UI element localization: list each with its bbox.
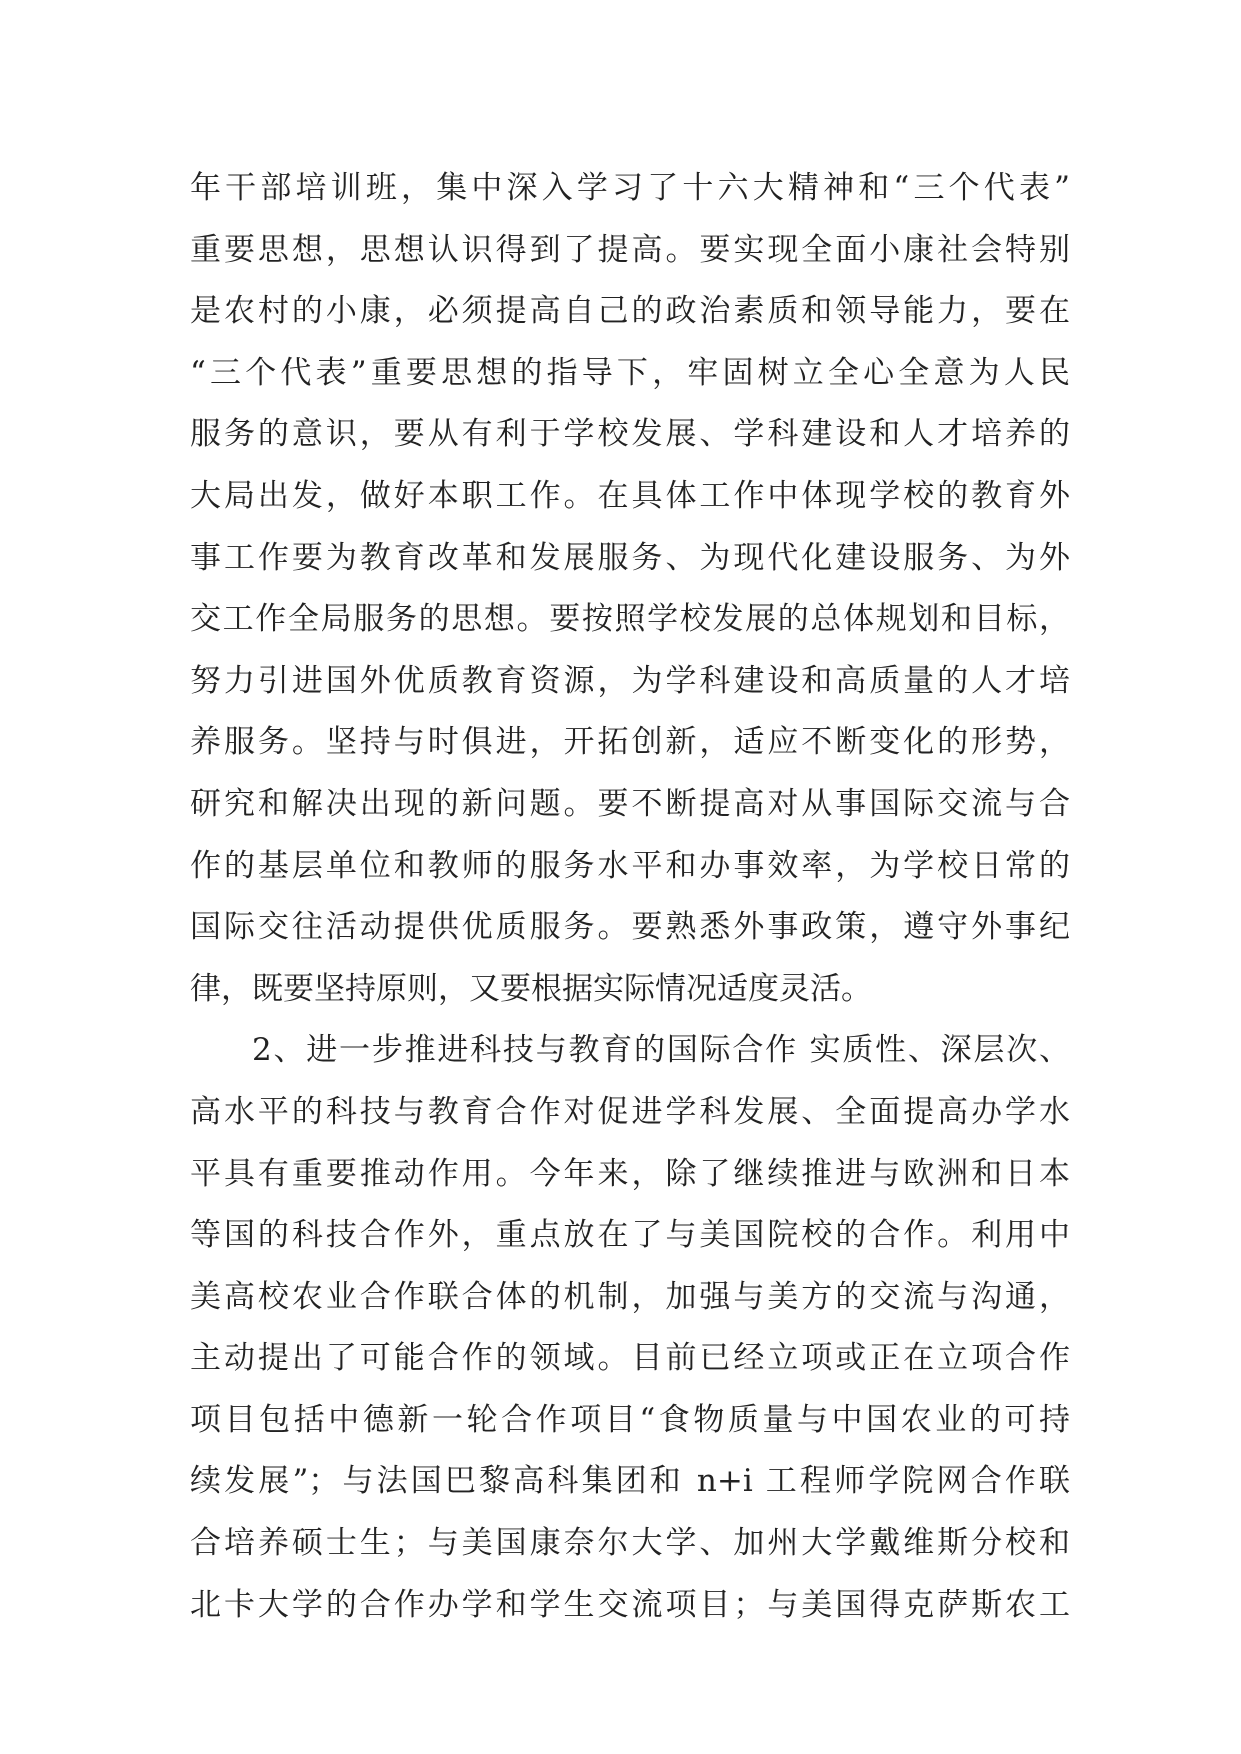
text-line: 大局出发，做好本职工作。在具体工作中体现学校的教育外 — [190, 477, 1070, 514]
text-line: 研究和解决出现的新问题。要不断提高对从事国际交流与合 — [190, 785, 1070, 822]
text-line: 努力引进国外优质教育资源，为学科建设和高质量的人才培 — [190, 662, 1070, 699]
text-line: 作的基层单位和教师的服务水平和办事效率，为学校日常的 — [190, 847, 1070, 884]
text-line: 年干部培训班，集中深入学习了十六大精神和“三个代表” — [190, 170, 1070, 206]
text-line: 律，既要坚持原则，又要根据实际情况适度灵活。 — [190, 970, 872, 1007]
body-text — [190, 158, 1070, 1636]
text-line: 美高校农业合作联合体的机制，加强与美方的交流与沟通， — [190, 1278, 1070, 1315]
text-line: 养服务。坚持与时俱进，开拓创新，适应不断变化的形势， — [190, 724, 1070, 761]
text-line: 等国的科技合作外，重点放在了与美国院校的合作。利用中 — [190, 1217, 1070, 1254]
text-line: 是农村的小康，必须提高自己的政治素质和领导能力，要在 — [190, 293, 1070, 330]
text-line: 服务的意识，要从有利于学校发展、学科建设和人才培养的 — [190, 416, 1070, 453]
text-line: “三个代表”重要思想的指导下，牢固树立全心全意为人民 — [190, 354, 1070, 391]
text-line: 合培养硕士生；与美国康奈尔大学、加州大学戴维斯分校和 — [190, 1525, 1070, 1562]
text-line: 国际交往活动提供优质服务。要熟悉外事政策，遵守外事纪 — [190, 909, 1070, 946]
text-line: 北卡大学的合作办学和学生交流项目；与美国得克萨斯农工 — [190, 1586, 1070, 1623]
text-line: 事工作要为教育改革和发展服务、为现代化建设服务、为外 — [190, 539, 1070, 576]
text-line: 项目包括中德新一轮合作项目“食物质量与中国农业的可持 — [190, 1401, 1070, 1438]
text-line: 交工作全局服务的思想。要按照学校发展的总体规划和目标， — [190, 601, 1070, 638]
text-line: 重要思想，思想认识得到了提高。要实现全面小康社会特别 — [190, 231, 1070, 268]
text-line: 续发展”；与法国巴黎高科集团和 n+i 工程师学院网合作联 — [190, 1463, 1070, 1500]
text-line: 主动提出了可能合作的领域。目前已经立项或正在立项合作 — [190, 1340, 1070, 1377]
section-heading-line: 2、进一步推进科技与教育的国际合作 实质性、深层次、 — [252, 1032, 1070, 1069]
text-line: 高水平的科技与教育合作对促进学科发展、全面提高办学水 — [190, 1093, 1070, 1130]
text-line: 平具有重要推动作用。今年来，除了继续推进与欧洲和日本 — [190, 1155, 1070, 1192]
